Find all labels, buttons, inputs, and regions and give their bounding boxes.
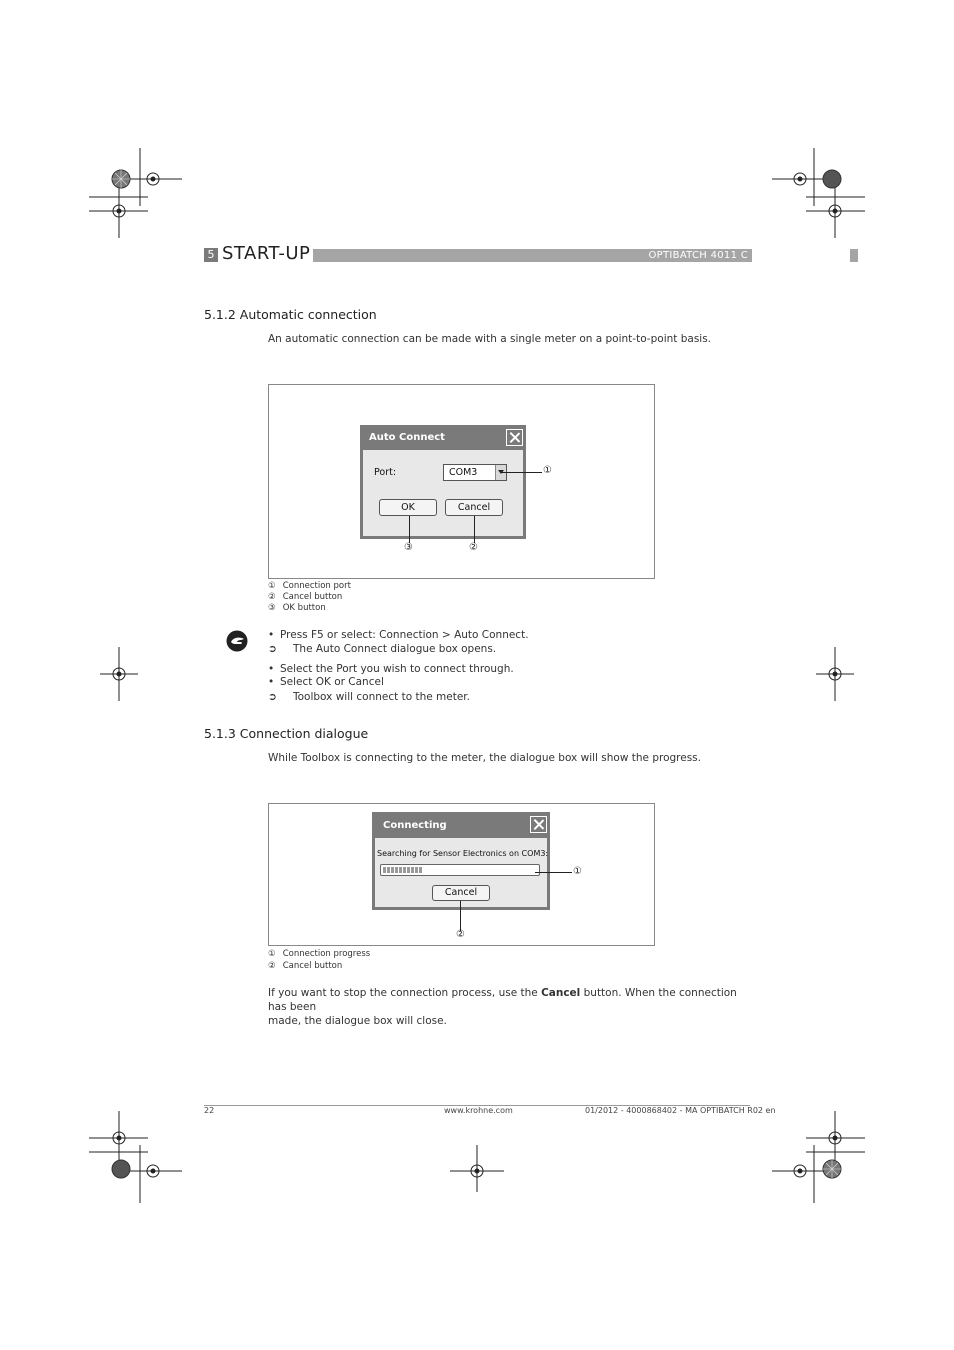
- cancel-button[interactable]: Cancel: [432, 885, 490, 901]
- callout-line-ok: [409, 516, 410, 543]
- dialog-body: [363, 450, 523, 536]
- chapter-title: START-UP: [222, 243, 311, 264]
- ok-button[interactable]: OK: [379, 499, 437, 516]
- port-label: Port:: [374, 467, 397, 478]
- page-number: 22: [204, 1106, 215, 1115]
- header-bar-tab: [850, 249, 858, 262]
- figure-connecting: [268, 803, 655, 946]
- closing-paragraph: If you want to stop the connection process, use the Cancel button. When the connection has been made, the dialogue box will close.: [268, 987, 737, 1027]
- callout-line-cancel: [474, 516, 475, 543]
- progress-bar: [380, 864, 540, 876]
- step-item: • Select the Port you wish to connect through.: [268, 663, 514, 675]
- port-select-value: COM3: [449, 467, 478, 478]
- status-text: Searching for Sensor Electronics on COM3:: [377, 849, 549, 858]
- legend-auto-connect: [268, 581, 351, 614]
- close-icon[interactable]: [530, 816, 547, 833]
- cancel-button[interactable]: Cancel: [445, 499, 503, 516]
- cancel-emphasis: Cancel: [541, 987, 581, 999]
- legend-item: ② Cancel button: [268, 592, 343, 602]
- callout-ok: ③: [404, 542, 413, 553]
- section-heading-automatic-connection: 5.1.2 Automatic connection: [204, 307, 377, 322]
- callout-line-port: [501, 472, 542, 473]
- step-result: ➲ The Auto Connect dialogue box opens.: [268, 643, 497, 655]
- connecting-dialog: [372, 812, 550, 910]
- dialog-body: [375, 838, 547, 907]
- step-result: ➲ Toolbox will connect to the meter.: [268, 691, 470, 703]
- product-name: OPTIBATCH 4011 C: [648, 250, 748, 261]
- footer-website[interactable]: www.krohne.com: [444, 1106, 513, 1115]
- footer-doc-ref: 01/2012 - 4000868402 - MA OPTIBATCH R02 en: [585, 1106, 776, 1115]
- legend-item: ① Connection progress: [268, 949, 371, 959]
- chapter-number: 5: [204, 248, 218, 262]
- hand-pointer-icon: [226, 630, 248, 652]
- callout-port: ①: [543, 465, 552, 476]
- close-icon[interactable]: [506, 429, 523, 446]
- step-item: • Press F5 or select: Connection > Auto Connect.: [268, 629, 529, 641]
- figure-auto-connect: [268, 384, 655, 579]
- port-select[interactable]: [443, 464, 507, 481]
- section-intro: While Toolbox is connecting to the meter, the dialogue box will show the progress.: [268, 752, 701, 764]
- legend-item: ① Connection port: [268, 581, 351, 591]
- legend-item: ③ OK button: [268, 603, 326, 613]
- progress-fill: [383, 867, 423, 873]
- legend-connecting: [268, 948, 370, 972]
- section-intro: An automatic connection can be made with a single meter on a point-to-point basis.: [268, 333, 712, 345]
- step-item: • Select OK or Cancel: [268, 676, 384, 688]
- auto-connect-dialog: [360, 425, 526, 539]
- callout-progress: ①: [573, 866, 582, 877]
- callout-line-progress: [535, 872, 572, 873]
- callout-cancel: ②: [469, 542, 478, 553]
- dialog-title: Connecting: [383, 820, 447, 831]
- callout-cancel: ②: [456, 929, 465, 940]
- dialog-title: Auto Connect: [369, 432, 445, 443]
- legend-item: ② Cancel button: [268, 961, 343, 971]
- section-heading-connection-dialogue: 5.1.3 Connection dialogue: [204, 726, 369, 741]
- callout-line-cancel: [460, 901, 461, 931]
